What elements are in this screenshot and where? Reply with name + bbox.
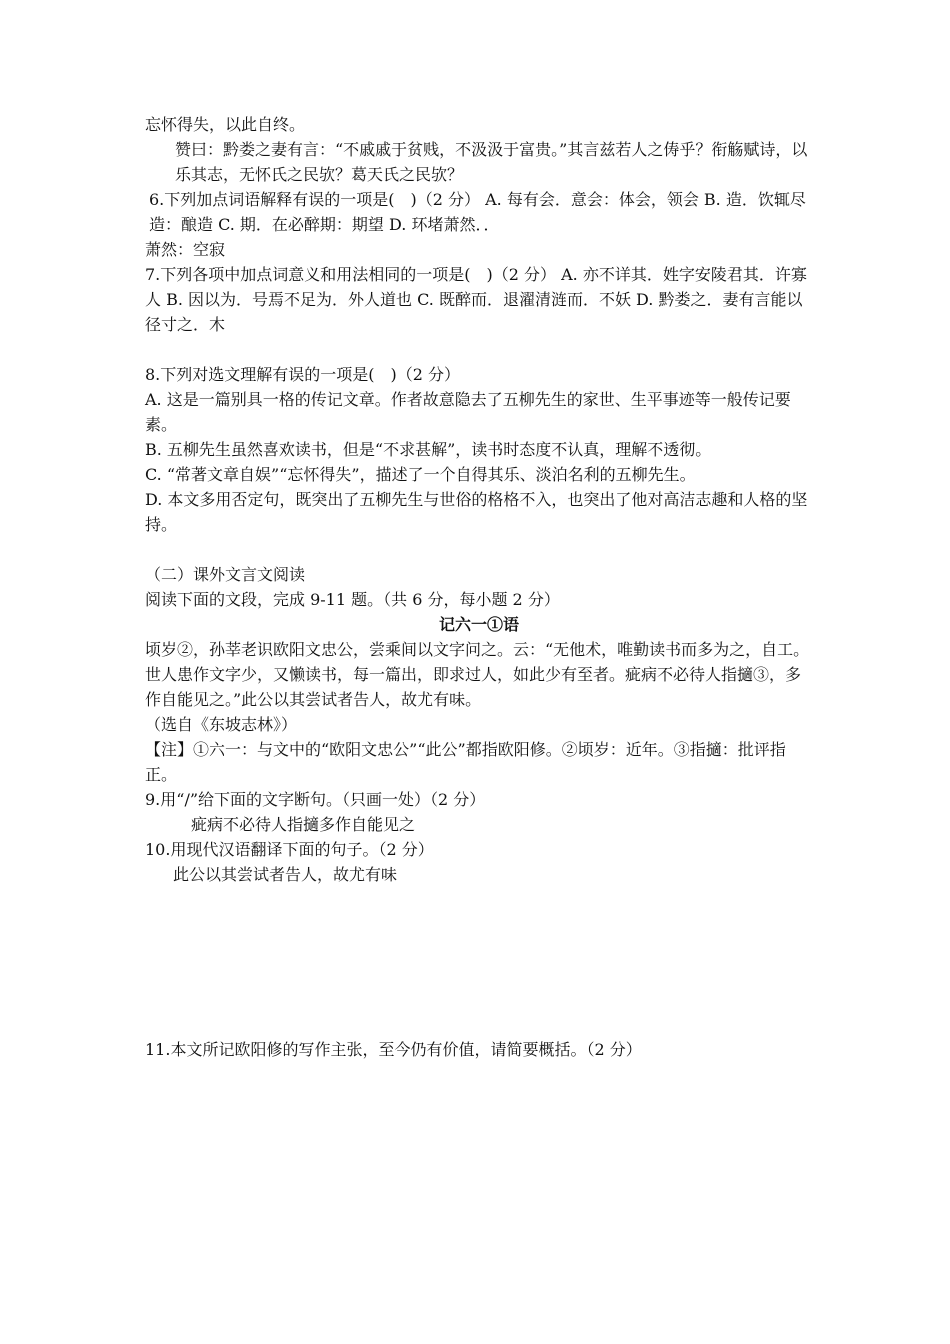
passage-line-ending: 忘怀得失，以此自终。	[145, 115, 306, 134]
question-11: 11.本文所记欧阳修的写作主张，至今仍有价值，请简要概括。（2 分）	[145, 1040, 642, 1059]
document-page	[145, 112, 813, 1062]
question-9-text: 疵病不必待人指擿多作自能见之	[191, 815, 416, 834]
section-instructions: 阅读下面的文段，完成 9-11 题。（共 6 分，每小题 2 分）	[145, 590, 560, 609]
question-10-text: 此公以其尝试者告人，故尤有味	[173, 865, 398, 884]
question-8-option-b: B. 五柳先生虽然喜欢读书，但是“不求甚解”，读书时态度不认真，理解不透彻。	[145, 440, 712, 459]
zan-paragraph: 赞曰：黔娄之妻有言：“不戚戚于贫贱，不汲汲于富贵。”其言兹若人之俦乎？衔觞赋诗，以乐其志，无怀氏之民欤？葛天氏之民欤？	[175, 140, 808, 184]
question-7: 7.下列各项中加点词意义和用法相同的一项是( )（2 分） A. 亦不详其．姓字安陵君其．许寡人 B. 因以为．号焉不足为．外人道也 C. 既醉而．退濯清涟而．不妖 D. 黔娄之．妻有言能以径寸之．木	[145, 265, 807, 334]
question-10: 10.用现代汉语翻译下面的句子。（2 分）	[145, 840, 434, 859]
question-8: 8.下列对选文理解有误的一项是( )（2 分）	[145, 365, 461, 384]
question-8-option-d: D. 本文多用否定句，既突出了五柳先生与世俗的格格不入，也突出了他对高洁志趣和人格的坚持。	[145, 490, 808, 534]
spacer	[145, 537, 813, 562]
question-6: 6.下列加点词语解释有误的一项是( )（2 分） A. 每有会．意会：体会，领会 B. 造．饮辄尽造：酿造 C. 期．在必醉期：期望 D. 环堵萧然．．	[149, 190, 806, 234]
section-heading: （二）课外文言文阅读	[145, 565, 306, 584]
passage-source: （选自《东坡志林》）	[145, 715, 298, 734]
spacer	[145, 337, 813, 362]
passage-body: 顷岁②，孙莘老识欧阳文忠公，尝乘间以文字问之。云：“无他术，唯勤读书而多为之，自工。世人患作文字少，又懒读书，每一篇出，即求过人，如此少有至者。疵病不必待人指擿③，多作自能见之。”此公以其尝试者告人，故尤有味。	[145, 640, 810, 709]
question-9: 9.用“/”给下面的文字断句。（只画一处）（2 分）	[145, 790, 486, 809]
passage-title: 记六一①语	[438, 615, 519, 634]
question-6-continued: 萧然：空寂	[145, 240, 226, 259]
question-8-option-c: C. “常著文章自娱”“忘怀得失”，描述了一个自得其乐、淡泊名利的五柳先生。	[145, 465, 696, 484]
question-8-option-a: A. 这是一篇别具一格的传记文章。作者故意隐去了五柳先生的家世、生平事迹等一般传记要素。	[145, 390, 791, 434]
answer-space	[145, 887, 813, 1037]
passage-notes: 【注】①六一：与文中的“欧阳文忠公”“此公”都指欧阳修。②顷岁：近年。③指擿：批评指正。	[145, 740, 786, 784]
